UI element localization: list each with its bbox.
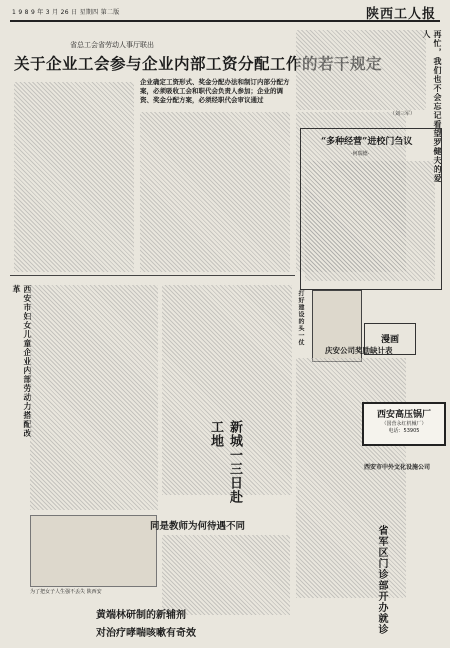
middle-banner: 同是教师为何待遇不同 bbox=[150, 521, 246, 532]
center-story-vertical-title: 新城一三日赴工地 bbox=[208, 420, 242, 504]
left-story-caption: 为了把女子人生强不丢失 陕西安 bbox=[30, 589, 102, 595]
left-story-vertical-title: 西安市妇女儿童企业内部劳动力搭配改革 bbox=[12, 285, 33, 438]
advert-title: 西安高压锅厂 bbox=[376, 410, 431, 420]
advert-box bbox=[362, 402, 446, 446]
cartoon-label: 漫画 bbox=[380, 335, 399, 345]
column-box bbox=[300, 128, 442, 290]
article-mid-body bbox=[296, 358, 406, 598]
advert-phone: 电话：53905 bbox=[388, 428, 420, 434]
left-story-illustration bbox=[30, 515, 157, 587]
right-top-body bbox=[296, 30, 426, 110]
middle-banner-body bbox=[162, 535, 290, 615]
side-vertical-title: 打好建设的头一仗 bbox=[297, 290, 304, 346]
advert-subtitle: （国营永红机械厂） bbox=[381, 421, 427, 427]
right-column-snippet: 西安市中外文化设施公司 bbox=[364, 464, 431, 471]
section-rule bbox=[10, 275, 295, 276]
article-mid-title: 庆安公司奖励缺计表 bbox=[325, 346, 393, 355]
bottom-left-subline: 对治疗哮喘咳嗽有奇效 bbox=[96, 628, 196, 639]
lead-body-col-2 bbox=[140, 112, 290, 272]
right-top-byline: （刘三军） bbox=[390, 111, 416, 117]
bottom-left-headline: 黄端林研制的新辅剂 bbox=[96, 610, 186, 621]
masthead bbox=[10, 4, 440, 22]
bottom-right-vertical-title: 省军区门诊部开办就诊 bbox=[376, 525, 387, 635]
lead-headline: 关于企业工会参与企业内部工资分配工作的若干规定 bbox=[14, 54, 383, 73]
lead-body-col-1 bbox=[14, 82, 134, 272]
lead-kicker: 省总工会省劳动人事厅联出 bbox=[70, 41, 154, 49]
masthead-date: 1 9 8 9 年 3 月 26 日 星期四 第二版 bbox=[12, 9, 120, 16]
masthead-paper-name: 陕西工人报 bbox=[365, 7, 436, 22]
column-box-body bbox=[305, 161, 435, 281]
right-top-vertical-title: 再忙，我们也不会忘记看望罗健夫的爱人 bbox=[422, 30, 443, 183]
column-box-title: “多种经营”进校门刍议 bbox=[321, 137, 413, 147]
left-story-body bbox=[30, 285, 158, 510]
column-box-author: ·何瑞德· bbox=[351, 151, 370, 157]
lead-subhead: 企业确定工资形式、奖金分配办法和制订内部分配方案，必须吸收工会和职代会负责人参加；企业的调资、奖金分配方案，必须经职代会审议通过 bbox=[140, 78, 290, 104]
